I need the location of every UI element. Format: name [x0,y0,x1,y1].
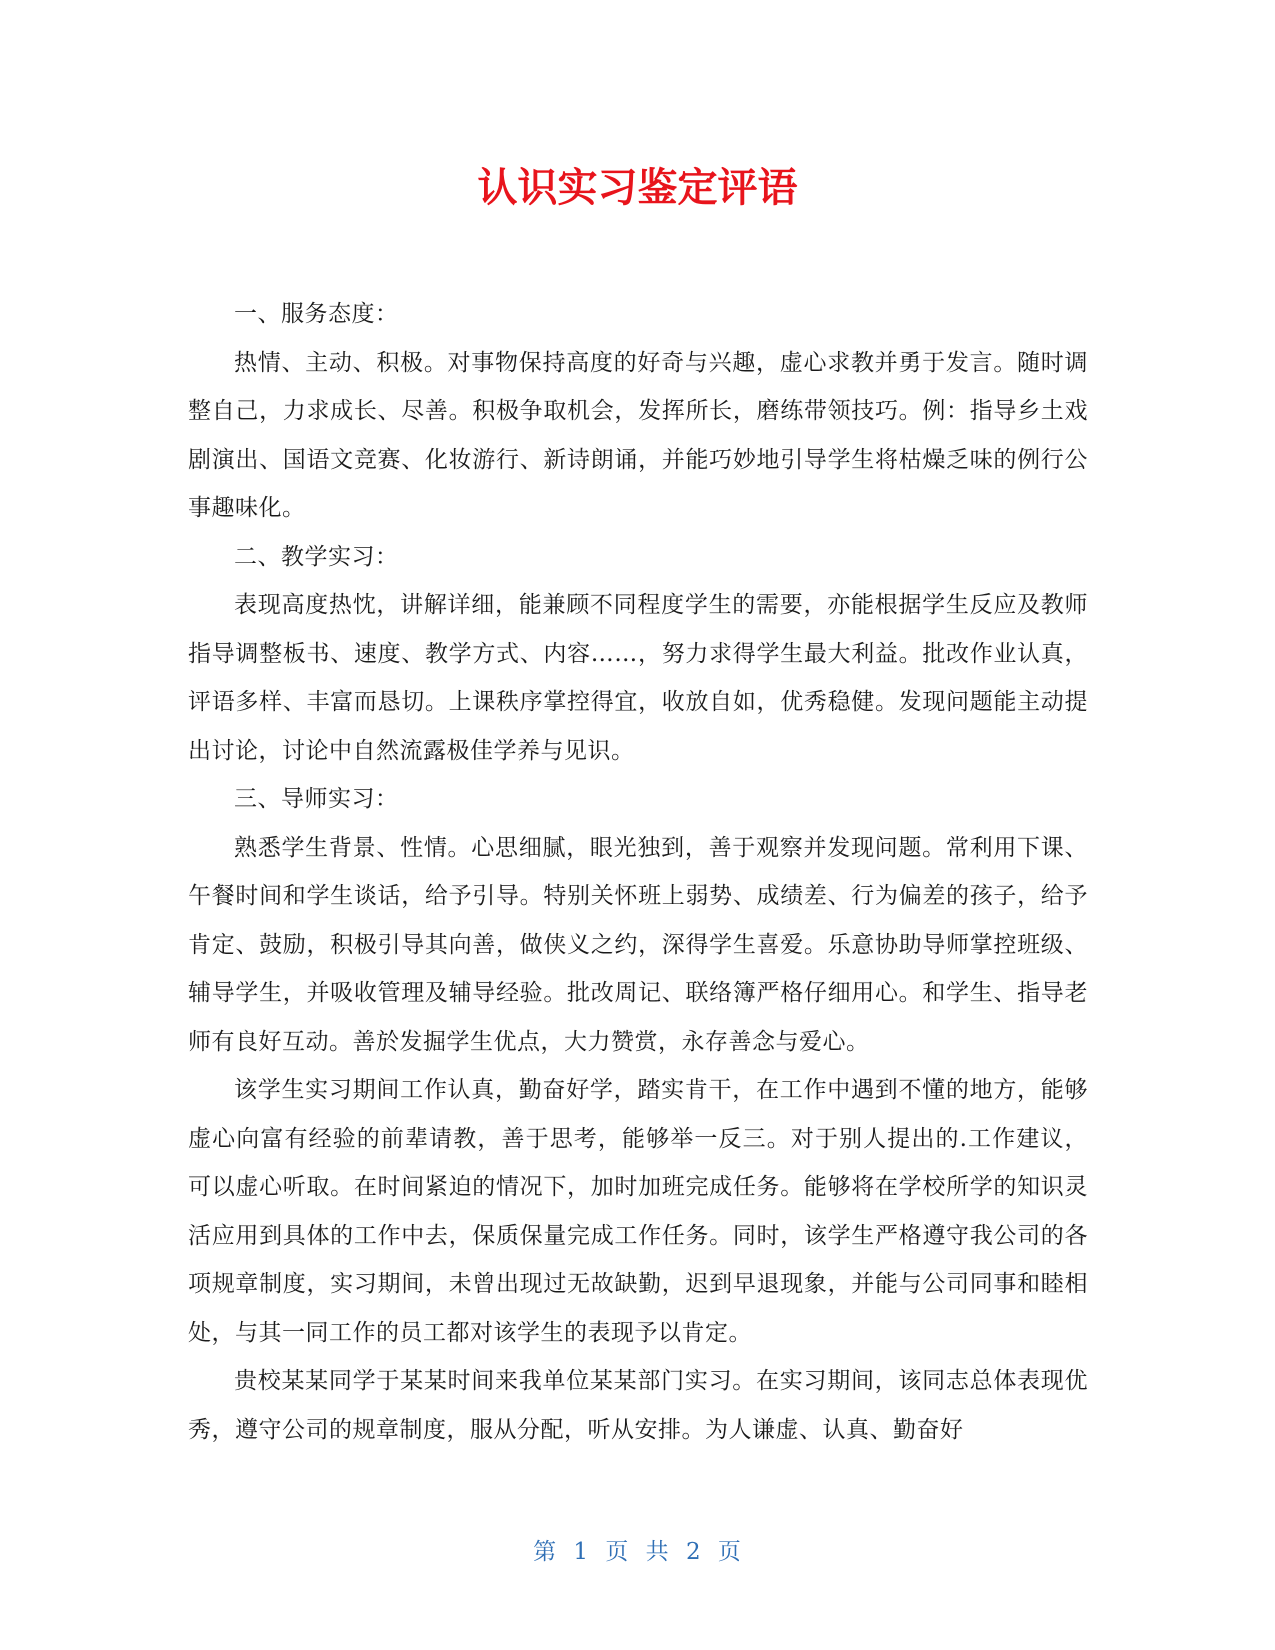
paragraph-teaching-internship: 表现高度热忱，讲解详细，能兼顾不同程度学生的需要，亦能根据学生反应及教师指导调整板书、速度、教学方式、内容……，努力求得学生最大利益。批改作业认真，评语多样、丰富而恳切。上课秩序掌控得宜，收放自如，优秀稳健。发现问题能主动提出讨论，讨论中自然流露极佳学养与见识。 [188,592,1088,764]
section-heading-service-attitude: 一、服务态度： [234,301,399,327]
document-body [188,290,1088,1454]
document-title: 认识实习鉴定评语 [477,165,798,211]
page-footer [0,1536,1275,1568]
footer-total-suffix: 页 [717,1539,742,1565]
paragraph-work-evaluation: 该学生实习期间工作认真，勤奋好学，踏实肯干，在工作中遇到不懂的地方，能够虚心向富有经验的前辈请教，善于思考，能够举一反三。对于别人提出的.工作建议，可以虚心听取。在时间紧迫的情况下，加时加班完成任务。能够将在学校所学的知识灵活应用到具体的工作中去，保质保量完成工作任务。同时，该学生严格遵守我公司的各项规章制度，实习期间，未曾出现过无故缺勤，迟到早退现象，并能与公司同事和睦相处，与其一同工作的员工都对该学生的表现予以肯定。 [188,1077,1088,1346]
footer-total-prefix: 共 [645,1539,670,1565]
footer-total-pages: 2 [685,1539,702,1565]
footer-prefix: 第 [533,1539,558,1565]
section-heading-mentor-internship: 三、导师实习： [234,786,399,812]
paragraph-service-attitude: 热情、主动、积极。对事物保持高度的好奇与兴趣，虚心求教并勇于发言。随时调整自己，力求成长、尽善。积极争取机会，发挥所长，磨练带领技巧。例：指导乡土戏剧演出、国语文竞赛、化妆游行、新诗朗诵，并能巧妙地引导学生将枯燥乏味的例行公事趣味化。 [188,349,1088,521]
paragraph-unit-evaluation: 贵校某某同学于某某时间来我单位某某部门实习。在实习期间，该同志总体表现优秀，遵守公司的规章制度，服从分配，听从安排。为人谦虚、认真、勤奋好 [188,1368,1088,1443]
paragraph-mentor-internship: 熟悉学生背景、性情。心思细腻，眼光独到，善于观察并发现问题。常利用下课、午餐时间和学生谈话，给予引导。特别关怀班上弱势、成绩差、行为偏差的孩子，给予肯定、鼓励，积极引导其向善，做侠义之约，深得学生喜爱。乐意协助导师掌控班级、辅导学生，并吸收管理及辅导经验。批改周记、联络簿严格仔细用心。和学生、指导老师有良好互动。善於发掘学生优点，大力赞赏，永存善念与爱心。 [188,834,1088,1055]
section-heading-teaching-internship: 二、教学实习： [234,543,399,570]
footer-page-word: 页 [605,1539,630,1565]
footer-current-page: 1 [573,1539,590,1565]
